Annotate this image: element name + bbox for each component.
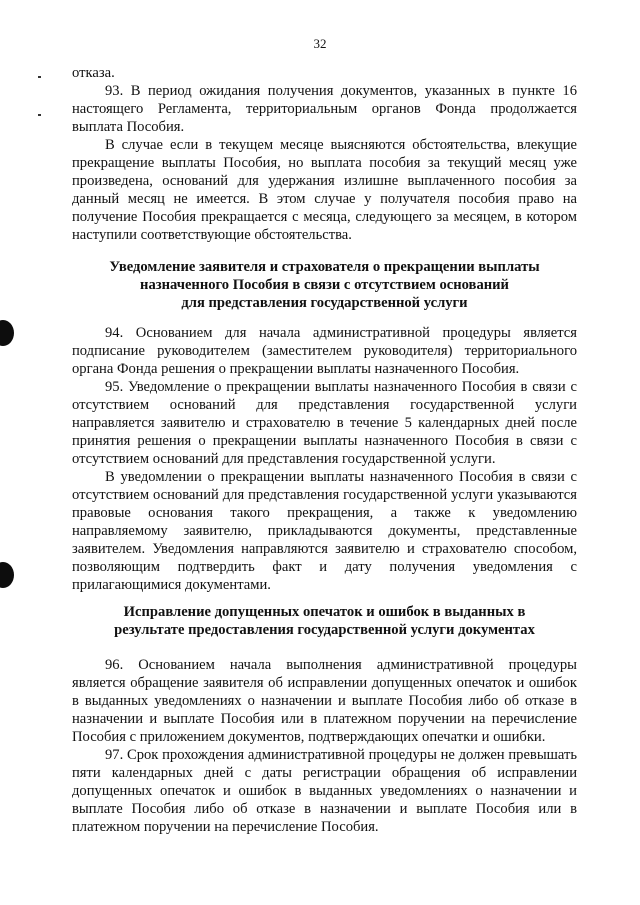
- section-heading-notification: [72, 258, 577, 312]
- heading-line: для представления государственной услуги: [181, 295, 468, 311]
- heading-line: результате предоставления государственной услуги документах: [114, 622, 535, 638]
- paragraph-97: 97. Срок прохождения административной процедуры не должен превышать пяти календарных дней с даты регистрации обращения об исправлении допущенных опечаток и ошибок в выданных уведомлениях о назначении и выплате Пособия либо об отказе в назначении и выплате Пособия или в платежном поручении на перечисление Пособия.: [72, 747, 577, 835]
- punch-hole: [0, 320, 14, 346]
- section-heading-corrections: [72, 603, 577, 639]
- scan-mark: [38, 76, 41, 78]
- paragraph-93: 93. В период ожидания получения документов, указанных в пункте 16 настоящего Регламента, территориальным органов Фонда продолжается выплата Пособия.: [72, 83, 577, 135]
- paragraph-94: 94. Основанием для начала административной процедуры является подписание руководителем (заместителем руководителя) территориального органа Фонда решения о прекращении выплаты назначенного Пособия.: [72, 325, 577, 377]
- heading-line: Исправление допущенных опечаток и ошибок в выданных в: [123, 604, 526, 620]
- paragraph-95: 95. Уведомление о прекращении выплаты назначенного Пособия в связи с отсутствием оснований для представления государственной услуги направляется заявителю и страхователю в течение 5 календарных дней после принятия решения о прекращении выплаты назначенного Пособия в связи с отсутствием оснований для представления государственной услуги.: [72, 379, 577, 467]
- heading-line: назначенного Пособия в связи с отсутствием оснований: [140, 277, 509, 293]
- paragraph: В уведомлении о прекращении выплаты назначенного Пособия в связи с отсутствием оснований для представления государственной услуги указываются правовые основания такого прекращения, а также к уведомлению направляемому заявителю, прикладываются документы, представленные заявителем. Уведомления направляются заявителю и страхователю способом, позволяющим подтвердить факт и дату получения уведомления с прилагающимися документами.: [72, 469, 577, 593]
- text-block-2: [72, 324, 577, 594]
- scan-mark: [38, 114, 41, 116]
- paragraph: отказа.: [72, 65, 115, 81]
- paragraph-96: 96. Основанием начала выполнения административной процедуры является обращение заявителя об исправлении допущенных опечаток и ошибок в выданных уведомлениях о назначении и выплате Пособия либо об отказе в назначении и выплате Пособия или в платежном поручении на перечисление Пособия с приложением документов, подтверждающих опечатки и ошибки.: [72, 657, 577, 745]
- text-block-1: [72, 64, 577, 244]
- text-block-3: [72, 656, 577, 836]
- heading-line: Уведомление заявителя и страхователя о прекращении выплаты: [109, 259, 540, 275]
- page-number: 32: [313, 36, 327, 51]
- punch-hole: [0, 562, 14, 588]
- paragraph: В случае если в текущем месяце выясняются обстоятельства, влекущие прекращение выплаты Пособия, но выплата пособия за текущий месяц уже произведена, оснований для удержания излишне выплаченного пособия за данный месяц не имеется. В этом случае у получателя пособия право на получение Пособия прекращается с месяца, следующего за месяцем, в котором наступили соответствующие обстоятельства.: [72, 137, 577, 243]
